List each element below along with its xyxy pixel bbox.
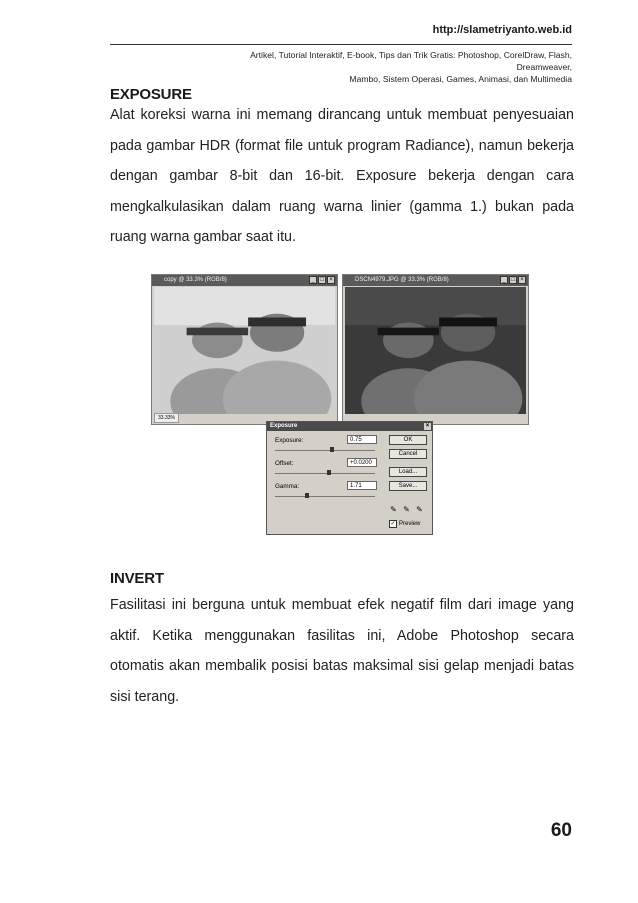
window-titlebar: [152, 275, 337, 286]
paragraph-exposure: Alat koreksi warna ini memang dirancang untuk membuat penyesuaian pada gambar HDR (format file untuk program Radiance), namun bekerja dengan gambar 8-bit dan 16-bit. Exposure bekerja dengan cara mengkalkulasikan dalam ruang warna linier (gamma 1.) bukan pada ruang warna gambar saat itu.: [110, 107, 574, 245]
eyedropper-tools: [389, 505, 424, 514]
load-button[interactable]: Load...: [389, 467, 427, 477]
exposure-input[interactable]: 0.75: [347, 435, 377, 444]
close-icon[interactable]: ×: [518, 276, 526, 284]
site-tagline: [230, 49, 572, 85]
preview-checkbox[interactable]: ✓: [390, 521, 396, 527]
gamma-input[interactable]: 1.71: [347, 481, 377, 490]
image-window-left: [151, 274, 338, 425]
ok-button[interactable]: OK: [389, 435, 427, 445]
dialog-titlebar: [267, 422, 432, 431]
window-titlebar: [343, 275, 528, 286]
gray-eyedropper-icon[interactable]: ✎: [403, 505, 410, 514]
exposure-slider[interactable]: [275, 450, 375, 451]
exposure-dialog: [266, 421, 433, 535]
white-eyedropper-icon[interactable]: ✎: [416, 505, 423, 514]
slider-handle[interactable]: [327, 470, 331, 475]
slider-handle[interactable]: [305, 493, 309, 498]
paragraph-invert: Fasilitasi ini berguna untuk membuat efek negatif film dari image yang aktif. Ketika menggunakan fasilitas ini, Adobe Photoshop secara otomatis akan membalik posisi batas maksimal sisi gelap menjadi batas sisi terang.: [110, 597, 574, 705]
header-divider: [110, 44, 572, 45]
preview-label: Preview: [399, 521, 421, 527]
close-icon[interactable]: ×: [425, 423, 430, 429]
dialog-title: Exposure: [270, 423, 298, 429]
gamma-slider[interactable]: [275, 496, 375, 497]
black-eyedropper-icon[interactable]: ✎: [390, 505, 397, 514]
window-controls: [500, 276, 526, 284]
image-window-right: [342, 274, 529, 425]
offset-label: Offset:: [275, 460, 294, 467]
photoshop-exposure-figure: [151, 274, 530, 536]
maximize-icon[interactable]: □: [318, 276, 326, 284]
gamma-label: Gamma:: [275, 483, 300, 490]
maximize-icon[interactable]: □: [509, 276, 517, 284]
tagline-line-1: Artikel, Tutorial Interaktif, E-book, Tips dan Trik Gratis: Photoshop, CorelDraw, Flash, Dreamweaver,: [250, 50, 572, 72]
save-button[interactable]: Save...: [389, 481, 427, 491]
window-controls: [309, 276, 335, 284]
offset-input[interactable]: +0.0200: [347, 458, 377, 467]
minimize-icon[interactable]: _: [500, 276, 508, 284]
tagline-line-2: Mambo, Sistem Operasi, Games, Animasi, dan Multimedia: [349, 74, 572, 84]
photo-children-dark: [345, 287, 526, 414]
exposure-label: Exposure:: [275, 437, 304, 444]
close-icon[interactable]: ×: [327, 276, 335, 284]
slider-handle[interactable]: [330, 447, 334, 452]
site-url[interactable]: http://slametriyanto.web.id: [432, 24, 572, 36]
window-title: copy @ 33.3% (RGB/8): [164, 277, 227, 283]
window-title: DSCN4979.JPG @ 33.3% (RGB/8): [355, 277, 449, 283]
zoom-status: 33.33%: [154, 413, 179, 423]
section-title-exposure: EXPOSURE: [110, 86, 192, 103]
preview-toggle[interactable]: [389, 520, 420, 528]
offset-slider[interactable]: [275, 473, 375, 474]
page-number: 60: [550, 820, 572, 841]
cancel-button[interactable]: Cancel: [389, 449, 427, 459]
minimize-icon[interactable]: _: [309, 276, 317, 284]
section-title-invert: INVERT: [110, 570, 164, 587]
photo-children-light: [154, 287, 335, 414]
